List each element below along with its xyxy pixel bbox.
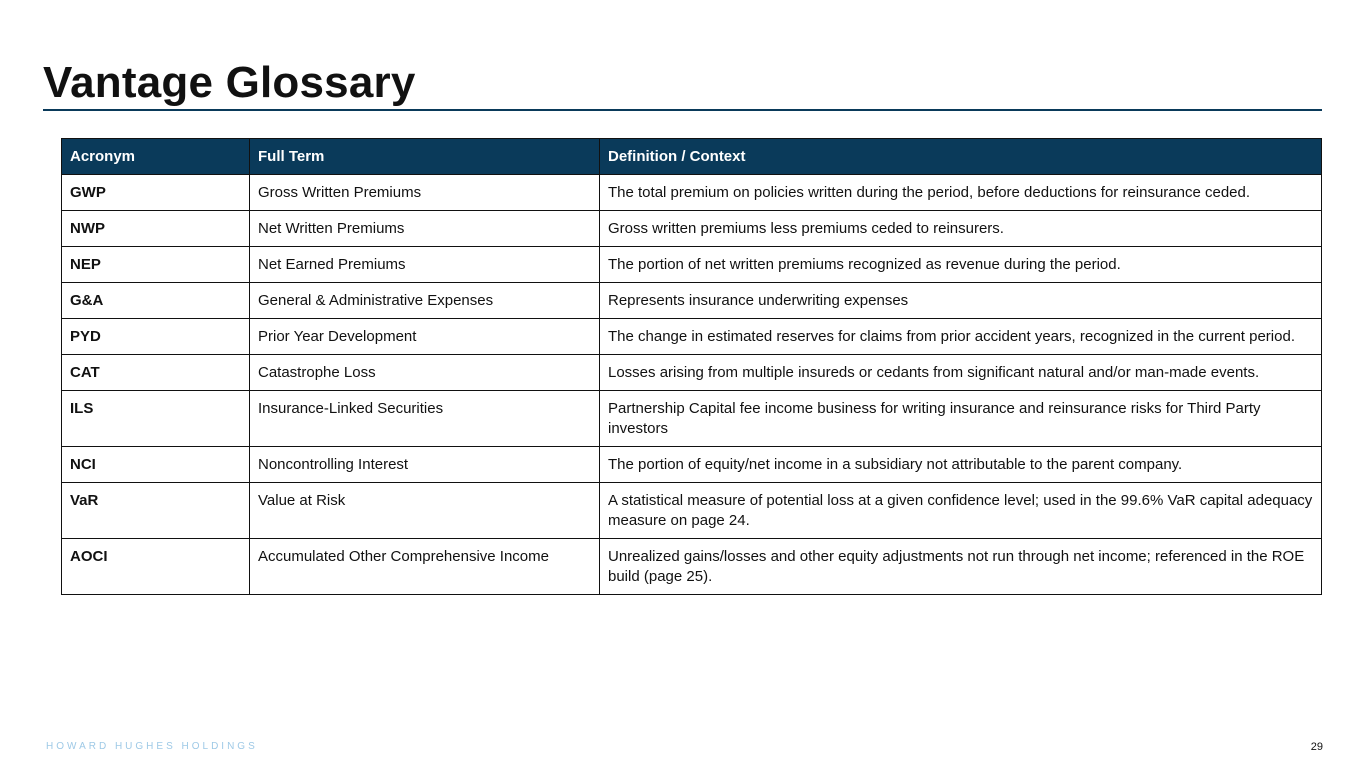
table-row bbox=[62, 175, 1322, 211]
acronym-cell: AOCI bbox=[62, 539, 250, 595]
acronym-cell: NWP bbox=[62, 211, 250, 247]
table-row bbox=[62, 211, 1322, 247]
table-row bbox=[62, 319, 1322, 355]
term-cell: Gross Written Premiums bbox=[250, 175, 600, 211]
acronym-cell: G&A bbox=[62, 283, 250, 319]
column-header-definition: Definition / Context bbox=[600, 139, 1322, 175]
acronym-cell: ILS bbox=[62, 391, 250, 447]
definition-cell: Unrealized gains/losses and other equity adjustments not run through net income; referenced in the ROE build (page 25). bbox=[600, 539, 1322, 595]
definition-cell: The total premium on policies written during the period, before deductions for reinsurance ceded. bbox=[600, 175, 1322, 211]
footer-brand: HOWARD HUGHES HOLDINGS bbox=[46, 741, 258, 752]
table-row bbox=[62, 391, 1322, 447]
definition-cell: Gross written premiums less premiums ceded to reinsurers. bbox=[600, 211, 1322, 247]
table-row bbox=[62, 283, 1322, 319]
acronym-cell: NEP bbox=[62, 247, 250, 283]
term-cell: Net Earned Premiums bbox=[250, 247, 600, 283]
glossary-table bbox=[61, 138, 1322, 595]
term-cell: Accumulated Other Comprehensive Income bbox=[250, 539, 600, 595]
acronym-cell: CAT bbox=[62, 355, 250, 391]
term-cell: Insurance-Linked Securities bbox=[250, 391, 600, 447]
definition-cell: The portion of net written premiums recognized as revenue during the period. bbox=[600, 247, 1322, 283]
definition-cell: The portion of equity/net income in a subsidiary not attributable to the parent company. bbox=[600, 447, 1322, 483]
definition-cell: A statistical measure of potential loss at a given confidence level; used in the 99.6% VaR capital adequacy measure on page 24. bbox=[600, 483, 1322, 539]
column-header-acronym: Acronym bbox=[62, 139, 250, 175]
definition-cell: The change in estimated reserves for claims from prior accident years, recognized in the current period. bbox=[600, 319, 1322, 355]
column-header-full-term: Full Term bbox=[250, 139, 600, 175]
table-row bbox=[62, 447, 1322, 483]
page-title: Vantage Glossary bbox=[43, 58, 416, 107]
definition-cell: Partnership Capital fee income business for writing insurance and reinsurance risks for Third Party investors bbox=[600, 391, 1322, 447]
acronym-cell: PYD bbox=[62, 319, 250, 355]
term-cell: Value at Risk bbox=[250, 483, 600, 539]
table-row bbox=[62, 355, 1322, 391]
acronym-cell: GWP bbox=[62, 175, 250, 211]
table-header-row bbox=[62, 139, 1322, 175]
page-number: 29 bbox=[1310, 741, 1323, 753]
definition-cell: Losses arising from multiple insureds or cedants from significant natural and/or man-made events. bbox=[600, 355, 1322, 391]
definition-cell: Represents insurance underwriting expenses bbox=[600, 283, 1322, 319]
title-divider bbox=[43, 109, 1322, 111]
term-cell: Noncontrolling Interest bbox=[250, 447, 600, 483]
term-cell: Prior Year Development bbox=[250, 319, 600, 355]
table-row bbox=[62, 483, 1322, 539]
table-row bbox=[62, 247, 1322, 283]
term-cell: General & Administrative Expenses bbox=[250, 283, 600, 319]
term-cell: Catastrophe Loss bbox=[250, 355, 600, 391]
term-cell: Net Written Premiums bbox=[250, 211, 600, 247]
table-row bbox=[62, 539, 1322, 595]
acronym-cell: NCI bbox=[62, 447, 250, 483]
acronym-cell: VaR bbox=[62, 483, 250, 539]
